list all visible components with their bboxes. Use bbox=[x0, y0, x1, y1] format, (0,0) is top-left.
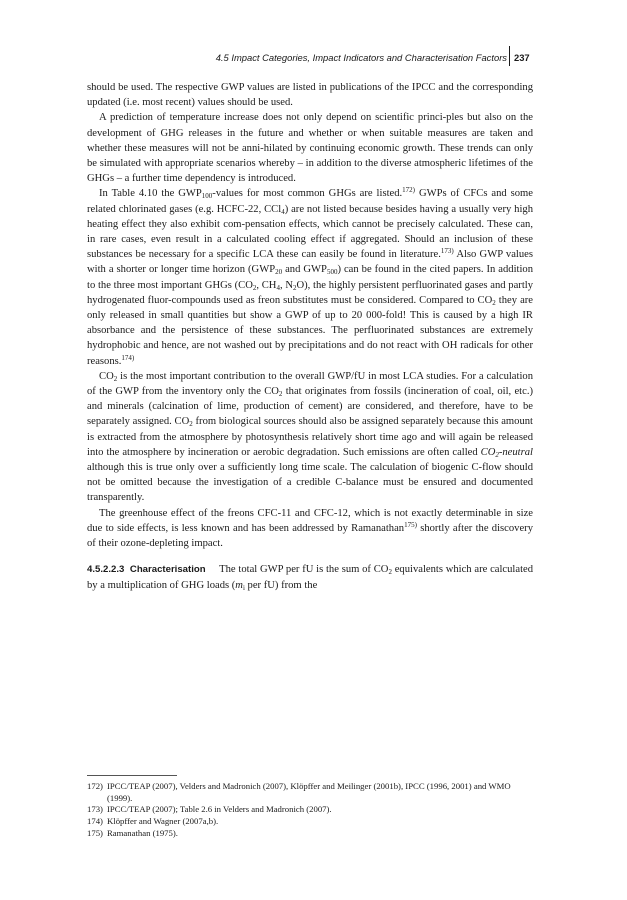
text-run: O), the highly persistent perfluorinated gases and partly hydrogenated fluor-compounds used as freon substitutes must be considered. Compared to CO bbox=[87, 279, 534, 306]
section-title: Characterisation bbox=[129, 564, 206, 576]
paragraph-5 bbox=[87, 506, 533, 552]
subscript: 4 bbox=[276, 283, 280, 292]
text-run: from biological sources should also be assigned separately because this amount is extracted from the atmosphere by photosynthesis relatively short time ago and will again be released into the atmosphere by incineration or aerobic degradation. Such emissions are often called bbox=[87, 416, 533, 458]
text-run: is the most important contribution to the overall GWP/fU in most LCA studies. For a calculation of the GWP from the inventory only the CO bbox=[87, 370, 533, 398]
subscript: 2 bbox=[252, 283, 257, 292]
text-run: In Table 4.10 the GWP bbox=[99, 188, 202, 200]
text-run: that originates from fossils (incineration of coal, oil, etc.) and minerals (calcination of lime, production of cement) are considered, and therefore, have to be separately assigned. CO bbox=[87, 386, 534, 428]
footnote-ref-175[interactable]: 175) bbox=[404, 520, 417, 529]
footnote-174 bbox=[87, 816, 533, 828]
subscript: 2 bbox=[189, 420, 193, 429]
footnote-number: 174) bbox=[87, 816, 103, 827]
section-number: 4.5.2.2.3 bbox=[87, 564, 125, 576]
text-run: Also GWP values with a shorter or longer time horizon (GWP bbox=[87, 249, 533, 276]
text-run: ) are not listed because besides having a usually very high heating effect they also exhibit com-pensation effects, which cannot be precisely calculated. These can, in rare cases, even result in a calculated cooling effect if aggregated. Should an inclusion of these substances be necessary for a specific LCA these can easily be found in literature. bbox=[87, 203, 533, 261]
text-run: shortly after the discovery of their ozone-depleting impact. bbox=[87, 522, 533, 550]
text-run: CO bbox=[480, 446, 496, 458]
text-run: The total GWP per fU is the sum of CO bbox=[219, 564, 389, 576]
text-run: GWPs of CFCs and some related chlorinated gases (e.g. HCFC-22, CCl bbox=[87, 188, 534, 215]
footnote-divider bbox=[87, 775, 177, 776]
subscript: i bbox=[242, 583, 245, 592]
subscript: 500 bbox=[326, 268, 338, 277]
text-run: although this is true only over a sufficiently long time scale. The calculation of biogenic C-flow should not be omitted because the investigation of a credible C-balance must be ensured and documented transparently. bbox=[87, 462, 533, 504]
paragraph-4 bbox=[87, 369, 533, 506]
footnote-175 bbox=[87, 828, 533, 840]
footnote-number: 173) bbox=[87, 804, 103, 815]
text-run: -values for most common GHGs are listed. bbox=[212, 188, 403, 200]
text-run: CO bbox=[99, 370, 114, 382]
footnote-ref-173[interactable]: 173) bbox=[440, 247, 454, 256]
italic-variable: m bbox=[235, 579, 243, 591]
header-divider bbox=[509, 46, 510, 66]
subscript: 2 bbox=[293, 283, 297, 292]
subscript: 2 bbox=[388, 568, 392, 577]
text-run: The greenhouse effect of the freons CFC-11 and CFC-12, which is not exactly determinable in size due to side effects, is less known and has been addressed by Ramanathan bbox=[87, 507, 533, 534]
text-run: and GWP bbox=[282, 264, 327, 276]
subscript: 2 bbox=[113, 374, 118, 383]
footnote-173 bbox=[87, 804, 533, 816]
text-run: per fU) from the bbox=[244, 579, 318, 591]
page-number: 237 bbox=[514, 52, 530, 63]
footnote-ref-172[interactable]: 172) bbox=[402, 186, 416, 195]
running-header-title: 4.5 Impact Categories, Impact Indicators and Characterisation Factors bbox=[215, 52, 507, 63]
text-run: -neutral bbox=[498, 446, 533, 458]
text-run: ) can be found in the cited papers. In addition to the three most important GHGs (CO bbox=[87, 264, 534, 291]
footnote-text: IPCC/TEAP (2007), Velders and Madronich (2007), Klöpffer and Meilinger (2001b), IPCC (1996, 2001) and WMO (1999). bbox=[107, 781, 511, 803]
subscript: 100 bbox=[201, 192, 213, 201]
subscript: 2 bbox=[492, 298, 496, 307]
subscript: 2 bbox=[495, 450, 499, 459]
subscript: 2 bbox=[278, 390, 283, 399]
subscript: 4 bbox=[281, 207, 285, 216]
footnotes bbox=[87, 781, 533, 840]
paragraph-3 bbox=[87, 186, 533, 368]
italic-term bbox=[481, 447, 533, 458]
footnote-ref-174[interactable]: 174) bbox=[121, 353, 135, 362]
paragraph-1: should be used. The respective GWP values are listed in publications of the IPCC and the corresponding updated (i.e. most recent) values should be used. bbox=[87, 82, 533, 109]
text-run: equivalents which are calculated by a multiplication of GHG loads ( bbox=[87, 564, 534, 591]
subscript: 20 bbox=[275, 268, 283, 277]
footnote-number: 172) bbox=[87, 781, 103, 791]
text-run: , CH bbox=[256, 279, 277, 291]
body-text bbox=[87, 80, 533, 593]
footnote-text: Ramanathan (1975). bbox=[107, 827, 178, 838]
footnote-172 bbox=[87, 781, 533, 804]
footnote-number: 175) bbox=[87, 827, 103, 838]
text-run: , N bbox=[279, 279, 293, 291]
footnote-text: Klöpffer and Wagner (2007a,b). bbox=[107, 816, 219, 827]
paragraph-2: A prediction of temperature increase does not only depend on scientific princi-ples but also on the development of GHG releases in the future and whether or when suitable measures are taken and whether these measures will not be anni-hilated by continuing economic growth. These trends can only be simulated with appropriate scenarios whereby – in addition to the diverse atmospheric lifetimes of the GHGs – a further time dependency is introduced. bbox=[87, 112, 533, 185]
footnote-text: IPCC/TEAP (2007); Table 2.6 in Velders and Madronich (2007). bbox=[107, 804, 332, 815]
text-run: they are only released in small quantities but show a GWP of up to 20 000-fold! This is caused by a high IR absorbance and the persistence of these substances. The perfluorinated substances are extremely hydrophobic and hence, are not washed out by precipitations and do not react with OH radicals for other reasons. bbox=[87, 294, 534, 367]
section-4-5-2-2-3 bbox=[87, 562, 533, 592]
